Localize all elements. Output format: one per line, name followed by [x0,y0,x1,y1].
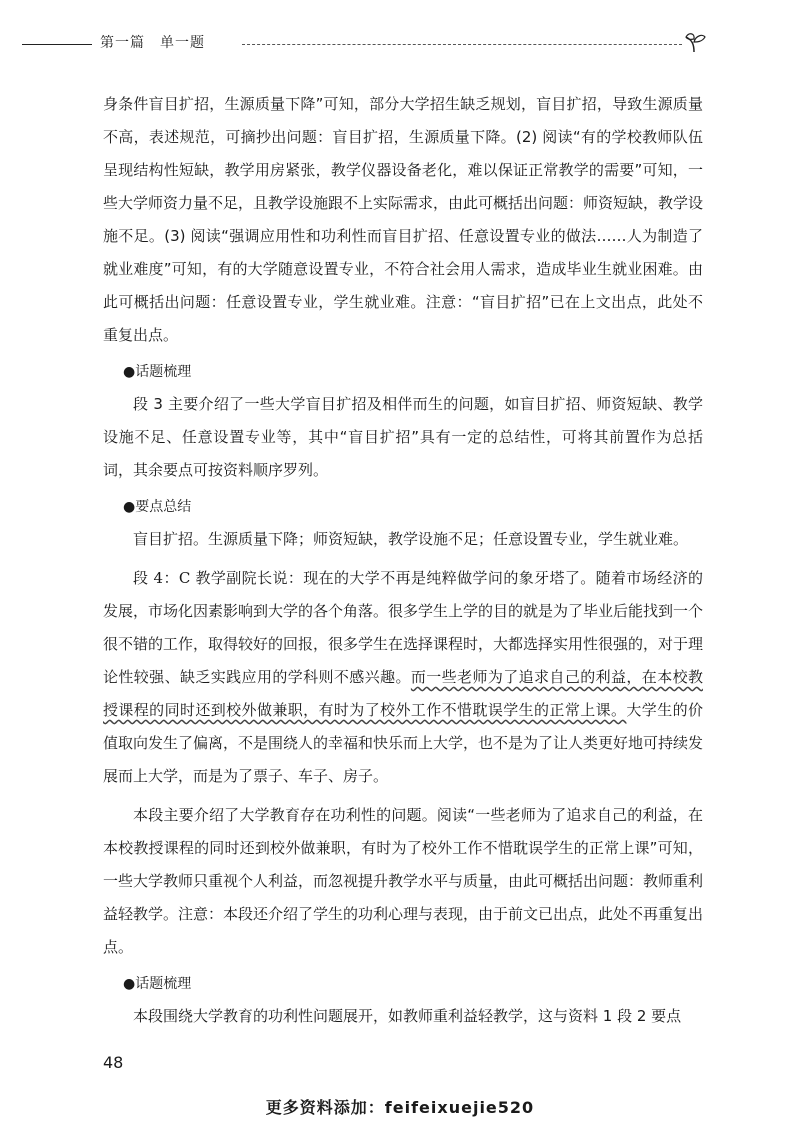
header-rule-right [242,44,682,45]
paragraph: 段 3 主要介绍了一些大学盲目扩招及相伴而生的问题，如盲目扩招、师资短缺、教学设施不足、任意设置专业等，其中“盲目扩招”具有一定的总结性，可将其前置作为总括词，其余要点可按资料顺序罗列。 [103,395,703,479]
quote-text: 段 4：C 教学副院长说：现在的大学不再是纯粹做学问的象牙塔了。随着市场经济的发展，市场化因素影响到大学的各个角落。很多学生上学的目的就是为了毕业后能找到一个很不错的工作，取得较好的回报，很多学生在选择课程时，大都选择实用性很强的，对于理论性较强、缺乏实践应用的学科则不感兴趣。 [103,569,704,686]
footer-note: 更多资料添加：feifeixuejie520 [265,1098,535,1117]
sprout-icon [680,30,708,54]
section-heading-summary: ●要点总结 [123,499,192,515]
source-quote-paragraph [103,562,703,793]
header-title: 第一篇 单一题 [100,35,205,51]
section-heading-topic: ●话题梳理 [123,364,192,380]
running-header [0,30,800,60]
paragraph: 本段主要介绍了大学教育存在功利性的问题。阅读“一些老师为了追求自己的利益，在本校教授课程的同时还到校外做兼职，有时为了校外工作不惜耽误学生的正常上课”可知，一些大学教师只重视个人利益，而忽视提升教学水平与质量，由此可概括出问题：教师重利益轻教学。注意：本段还介绍了学生的功利心理与表现，由于前文已出点，此处不再重复出点。 [103,806,704,956]
quote-text: 大学生的价值取向发生了偏离，不是围绕人的幸福和快乐而上大学，也不是为了让人类更好地可持续发展而上大学，而是为了票子、车子、房子。 [103,701,704,785]
section-heading-topic: ●话题梳理 [123,976,192,992]
underlined-quote: 而一些老师为了追求自己的利益，在本校教授课程的同时还到校外做兼职，有时为了校外工作不惜耽误学生的正常上课。 [103,668,703,719]
page-number: 48 [103,1053,124,1072]
paragraph: 身条件盲目扩招，生源质量下降”可知，部分大学招生缺乏规划，盲目扩招，导致生源质量不高，表述规范，可摘抄出问题：盲目扩招，生源质量下降。(2) 阅读“有的学校教师队伍呈现结构性短缺，教学用房紧张，教学仪器设备老化，难以保证正常教学的需要”可知，一些大学师资力量不足，且教学设施跟不上实际需求，由此可概括出问题：师资短缺，教学设施不足。(3) 阅读“强调应用性和功利性而盲目扩招、任意设置专业的做法……人为制造了就业难度”可知，有的大学随意设置专业，不符合社会用人需求，造成毕业生就业困难。由此可概括出问题：任意设置专业，学生就业难。注意：“盲目扩招”已在上文出点，此处不重复出点。 [103,95,704,344]
paragraph: 本段围绕大学教育的功利性问题展开，如教师重利益轻教学，这与资料 1 段 2 要点 [133,1007,682,1025]
header-rule-left [22,44,92,45]
page-body [103,88,703,1033]
paragraph: 盲目扩招。生源质量下降；师资短缺，教学设施不足；任意设置专业，学生就业难。 [133,530,689,548]
